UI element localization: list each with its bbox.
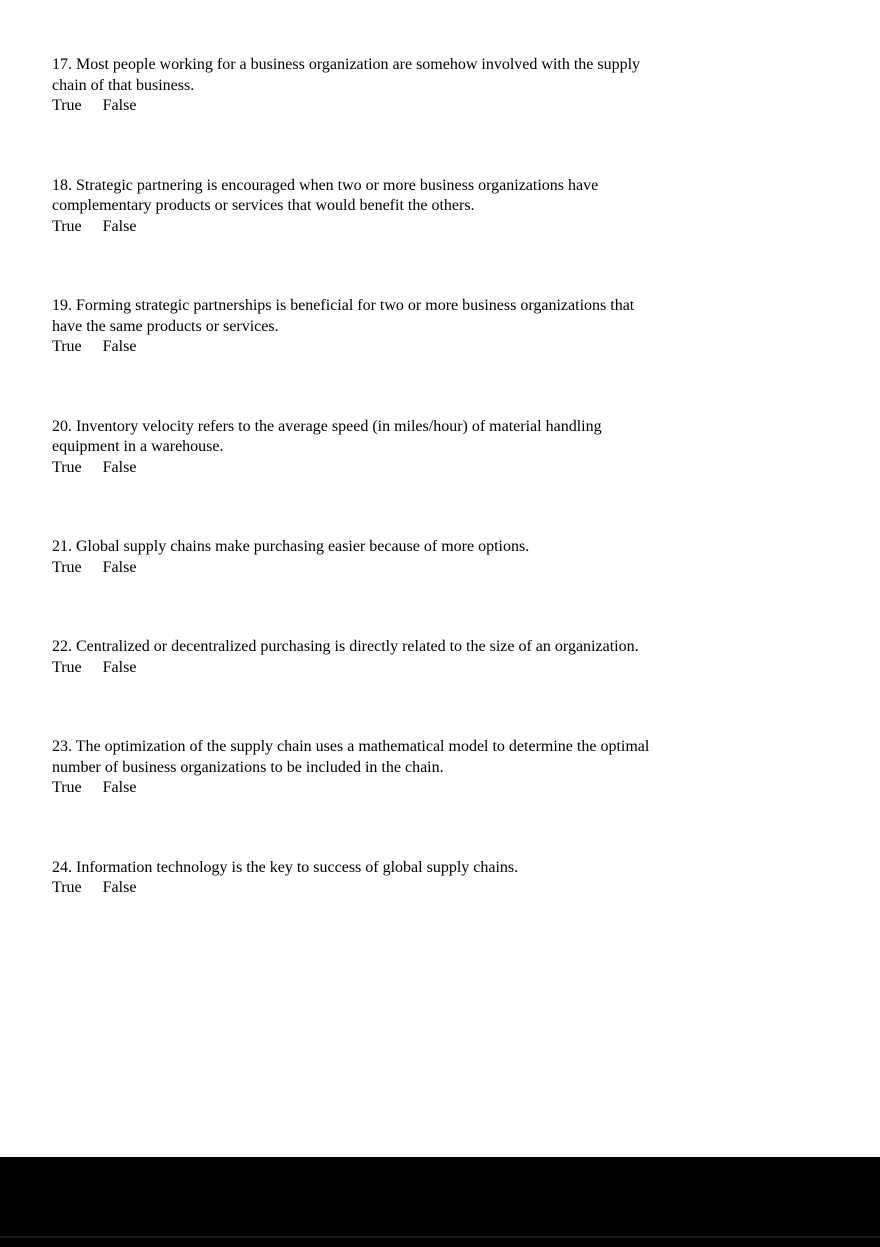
true-option[interactable]: True xyxy=(52,458,82,476)
true-option[interactable]: True xyxy=(52,558,82,576)
answer-options xyxy=(52,878,880,899)
false-option[interactable]: False xyxy=(102,458,137,476)
question-block xyxy=(52,858,880,899)
footer-bar-line xyxy=(0,1236,880,1238)
true-option[interactable]: True xyxy=(52,217,82,235)
answer-options xyxy=(52,337,880,358)
answer-options xyxy=(52,658,880,679)
answer-options xyxy=(52,558,880,579)
false-option[interactable]: False xyxy=(102,658,137,676)
question-text: 18. Strategic partnering is encouraged when two or more business organizations have complementary products or services that would benefit the others. xyxy=(52,176,599,214)
question-block xyxy=(52,296,880,358)
footer-bar xyxy=(0,1157,880,1247)
question-block xyxy=(52,417,880,479)
true-option[interactable]: True xyxy=(52,97,82,114)
true-option[interactable]: True xyxy=(52,338,82,355)
question-block xyxy=(52,176,880,238)
answer-options xyxy=(52,778,880,799)
false-option[interactable]: False xyxy=(102,217,137,235)
question-block xyxy=(52,737,880,799)
question-text: 19. Forming strategic partnerships is beneficial for two or more business organizations that have the same products or services. xyxy=(52,297,635,335)
false-option[interactable]: False xyxy=(102,879,137,896)
false-option[interactable]: False xyxy=(102,558,137,576)
false-option[interactable]: False xyxy=(102,338,137,355)
true-option[interactable]: True xyxy=(52,658,82,676)
false-option[interactable]: False xyxy=(102,779,137,796)
false-option[interactable]: False xyxy=(102,97,137,114)
answer-options xyxy=(52,458,880,479)
question-block xyxy=(52,637,880,678)
true-option[interactable]: True xyxy=(52,879,82,896)
question-block xyxy=(52,537,880,578)
true-option[interactable]: True xyxy=(52,779,82,796)
question-text: 17. Most people working for a business organization are somehow involved with the supply chain of that business. xyxy=(52,56,641,94)
question-text: 23. The optimization of the supply chain uses a mathematical model to determine the optimal number of business organizations to be included in the chain. xyxy=(52,738,650,776)
question-text: 24. Information technology is the key to success of global supply chains. xyxy=(52,858,519,876)
question-text: 22. Centralized or decentralized purchasing is directly related to the size of an organization. xyxy=(52,638,639,655)
answer-options xyxy=(52,96,880,117)
question-text: 21. Global supply chains make purchasing easier because of more options. xyxy=(52,538,530,555)
question-block xyxy=(52,55,880,117)
question-text: 20. Inventory velocity refers to the average speed (in miles/hour) of material handling equipment in a warehouse. xyxy=(52,417,602,455)
answer-options xyxy=(52,217,880,238)
